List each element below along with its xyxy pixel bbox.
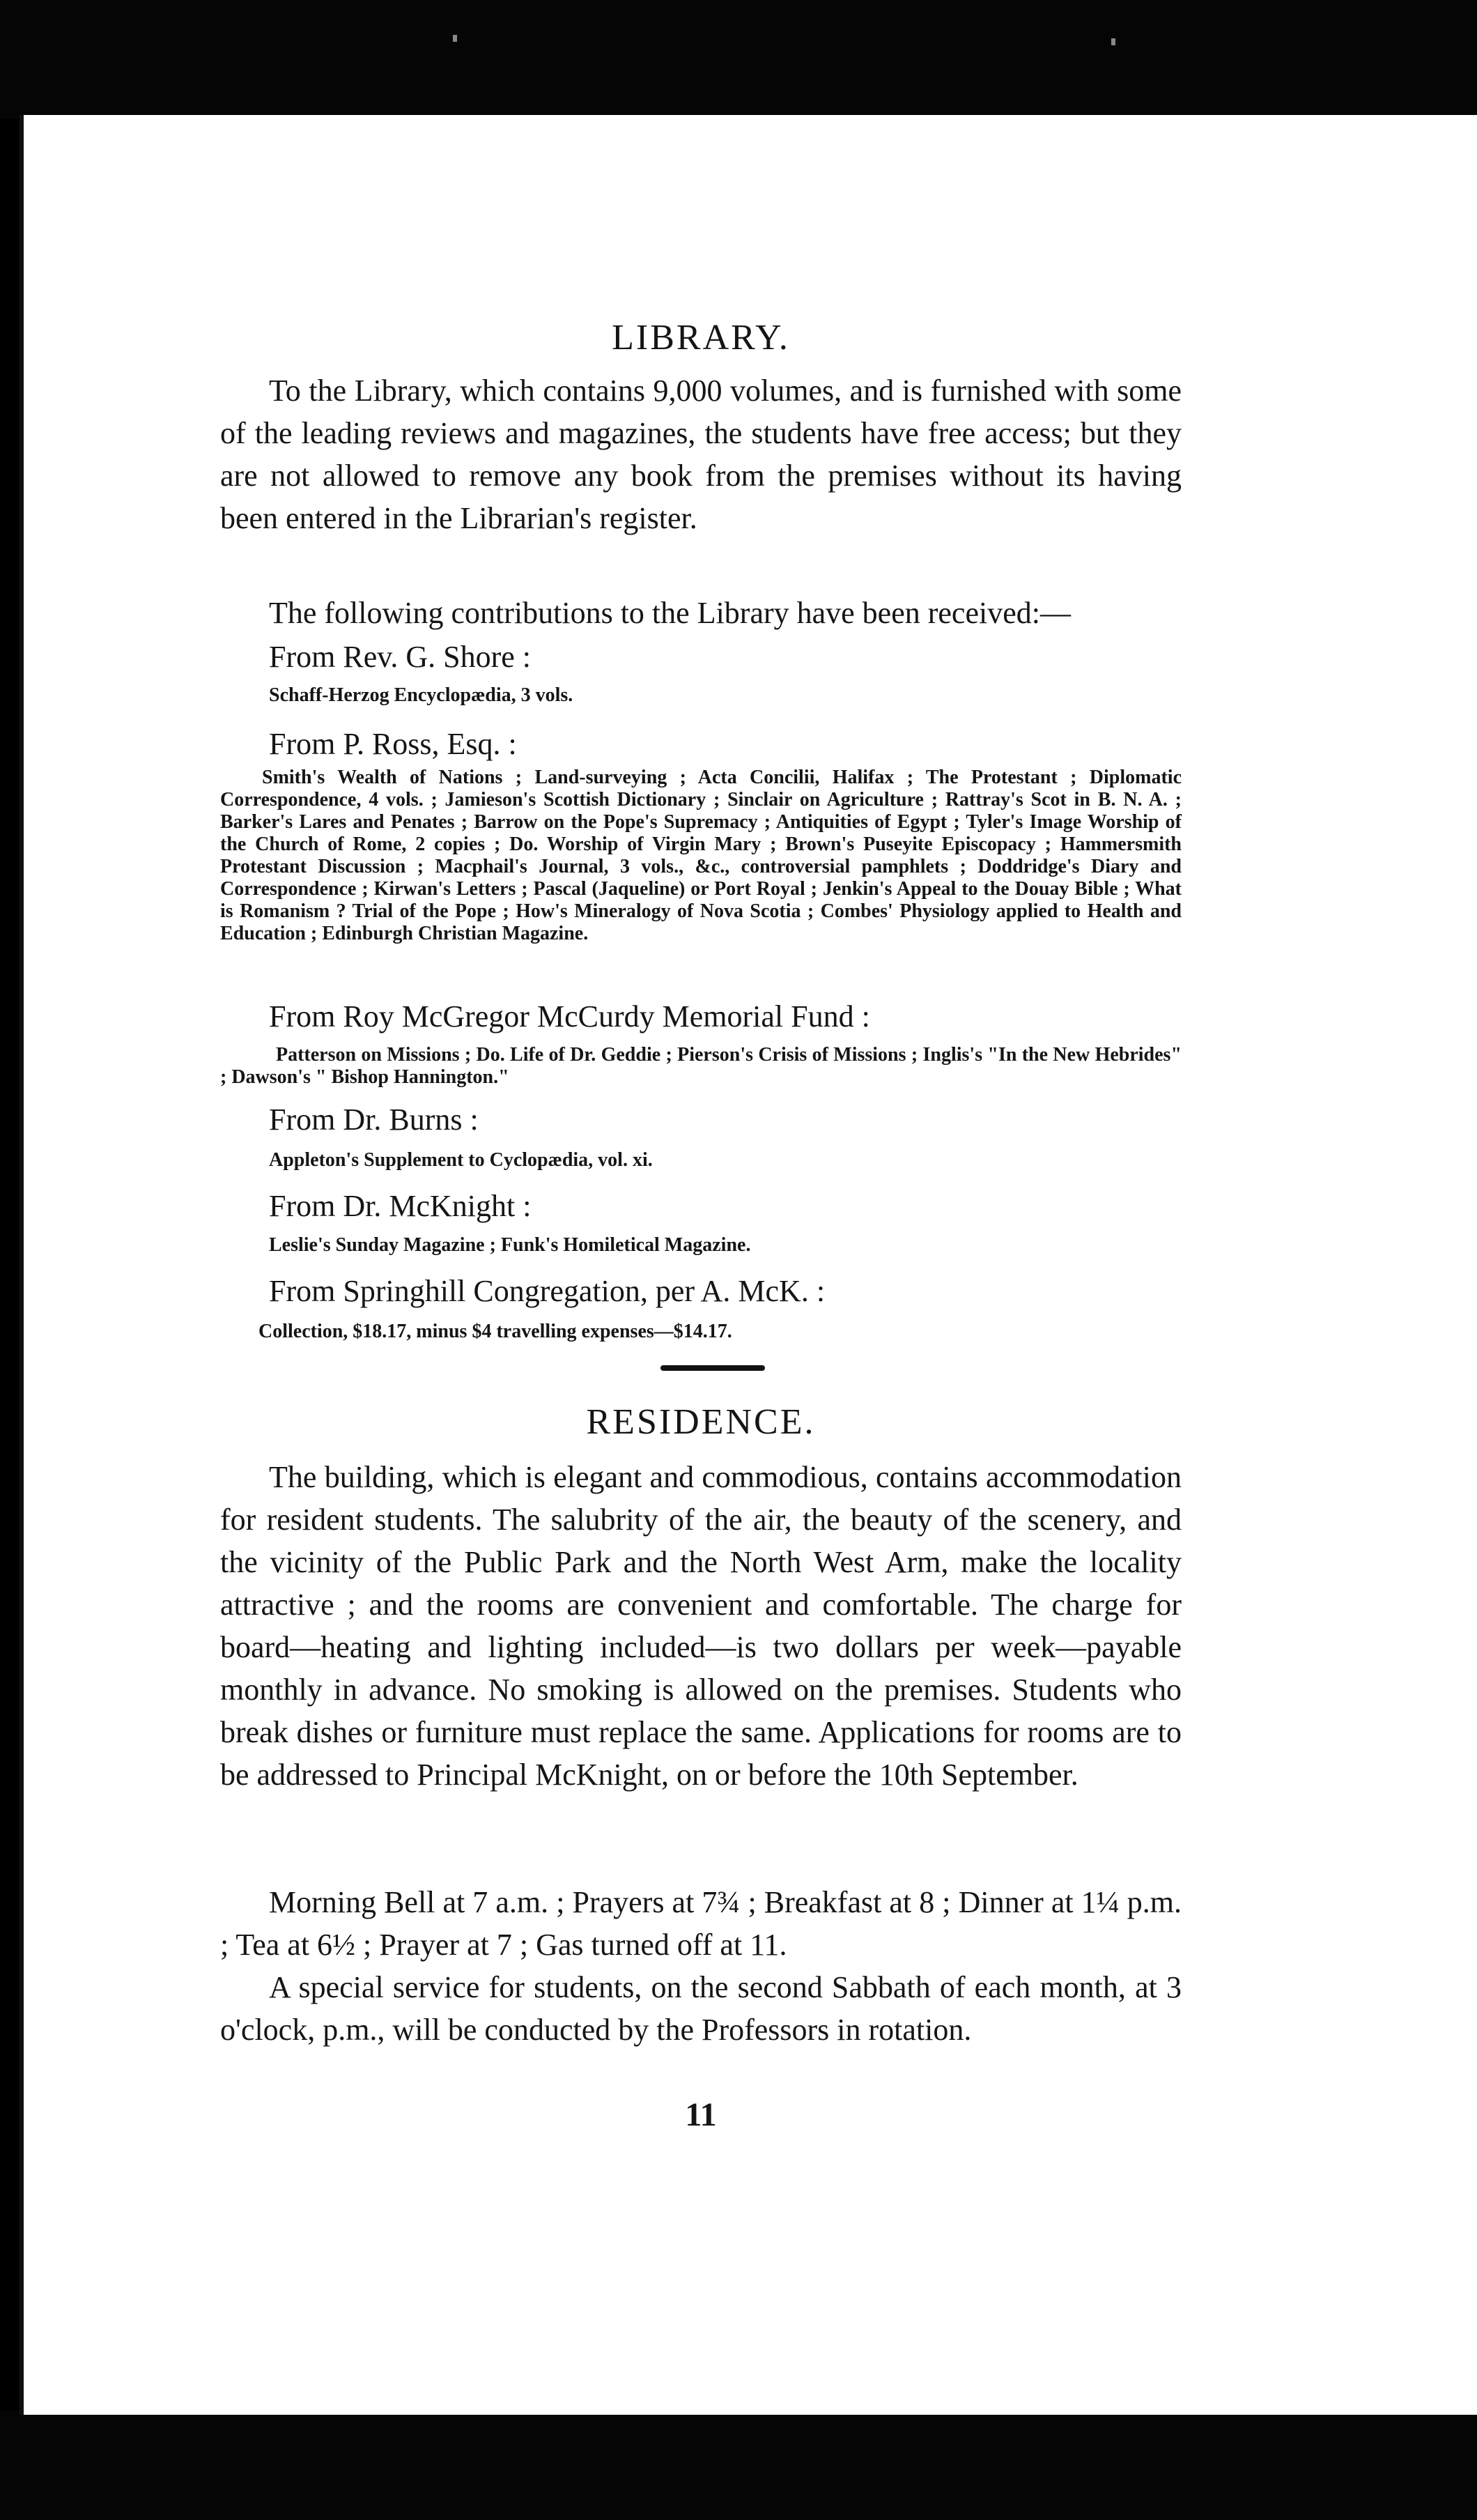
- library-heading: LIBRARY.: [612, 318, 790, 358]
- contribution-from: From Dr. McKnight :: [269, 1189, 532, 1223]
- contribution-items: Patterson on Missions ; Do. Life of Dr. Geddie ; Pierson's Crisis of Missions ; Inglis's "In the New Hebrides" ; Dawson's " Bishop Hannington.": [220, 1044, 1182, 1088]
- contribution-items: Appleton's Supplement to Cyclopædia, vol. xi.: [269, 1149, 653, 1171]
- scan-border-bottom: [0, 2411, 1477, 2520]
- residence-service: A special service for students, on the second Sabbath of each month, at 3 o'clock, p.m., will be conducted by the Professors in rotation.: [220, 1970, 1182, 2047]
- section-divider: [660, 1365, 765, 1371]
- scan-speck: [453, 35, 457, 42]
- residence-heading: RESIDENCE.: [586, 1402, 816, 1442]
- library-intro: To the Library, which contains 9,000 volumes, and is furnished with some of the leading reviews and magazines, the students have free access; but they are not allowed to remove any book from the premises without its having been entered in the Librarian's register.: [220, 374, 1182, 535]
- contribution-items: Leslie's Sunday Magazine ; Funk's Homiletical Magazine.: [269, 1234, 751, 1256]
- contribution-items: Collection, $18.17, minus $4 travelling expenses—$14.17.: [258, 1321, 732, 1342]
- contribution-from: From Dr. Burns :: [269, 1102, 479, 1137]
- contribution-from: From Roy McGregor McCurdy Memorial Fund :: [269, 999, 870, 1034]
- contribution-from: From Springhill Congregation, per A. McK. :: [269, 1274, 826, 1308]
- residence-paragraph: The building, which is elegant and commodious, contains accommodation for resident students. The salubrity of the air, the beauty of the scenery, and the vicinity of the Public Park and the North West Arm, make the locality attractive ; and the rooms are convenient and comfortable. The charge for board—heating and lighting included—is two dollars per week—payable monthly in advance. No smoking is allowed on the premises. Students who break dishes or furniture must replace the same. Applications for rooms are to be addressed to Principal McKnight, on or before the 10th September.: [220, 1460, 1182, 1792]
- contributions-intro: The following contributions to the Library have been received:—: [269, 596, 1071, 630]
- scan-speck: [1111, 38, 1115, 45]
- residence-schedule: Morning Bell at 7 a.m. ; Prayers at 7¾ ; Breakfast at 8 ; Dinner at 1¼ p.m. ; Tea at 6½ ; Prayer at 7 ; Gas turned off at 11.: [220, 1885, 1182, 1962]
- contribution-from: From P. Ross, Esq. :: [269, 727, 517, 761]
- page-number: 11: [685, 2096, 717, 2133]
- contribution-from: From Rev. G. Shore :: [269, 640, 532, 674]
- document-page: [20, 115, 1477, 2415]
- scan-border-top: [0, 0, 1477, 118]
- contribution-items: Smith's Wealth of Nations ; Land-surveying ; Acta Concilii, Halifax ; The Protestant ; Diplomatic Correspondence, 4 vols. ; Jamieson's Scottish Dictionary ; Sinclair on Agriculture ; Rattray's Scot in B. N. A. ; Barker's Lares and Penates ; Barrow on the Pope's Supremacy ; Antiquities of Egypt ; Tyler's Image Worship of the Church of Rome, 2 copies ; Do. Worship of Virgin Mary ; Brown's Puseyite Episcopacy ; Hammersmith Protestant Discussion ; Macphail's Journal, 3 vols., &c., controversial pamphlets ; Doddridge's Diary and Correspondence ; Kirwan's Letters ; Pascal (Jaqueline) or Port Royal ; Jenkin's Appeal to the Douay Bible ; What is Romanism ? Trial of the Pope ; How's Mineralogy of Nova Scotia ; Combes' Physiology applied to Health and Education ; Edinburgh Christian Magazine.: [220, 767, 1182, 944]
- contribution-items: Schaff-Herzog Encyclopædia, 3 vols.: [269, 684, 573, 706]
